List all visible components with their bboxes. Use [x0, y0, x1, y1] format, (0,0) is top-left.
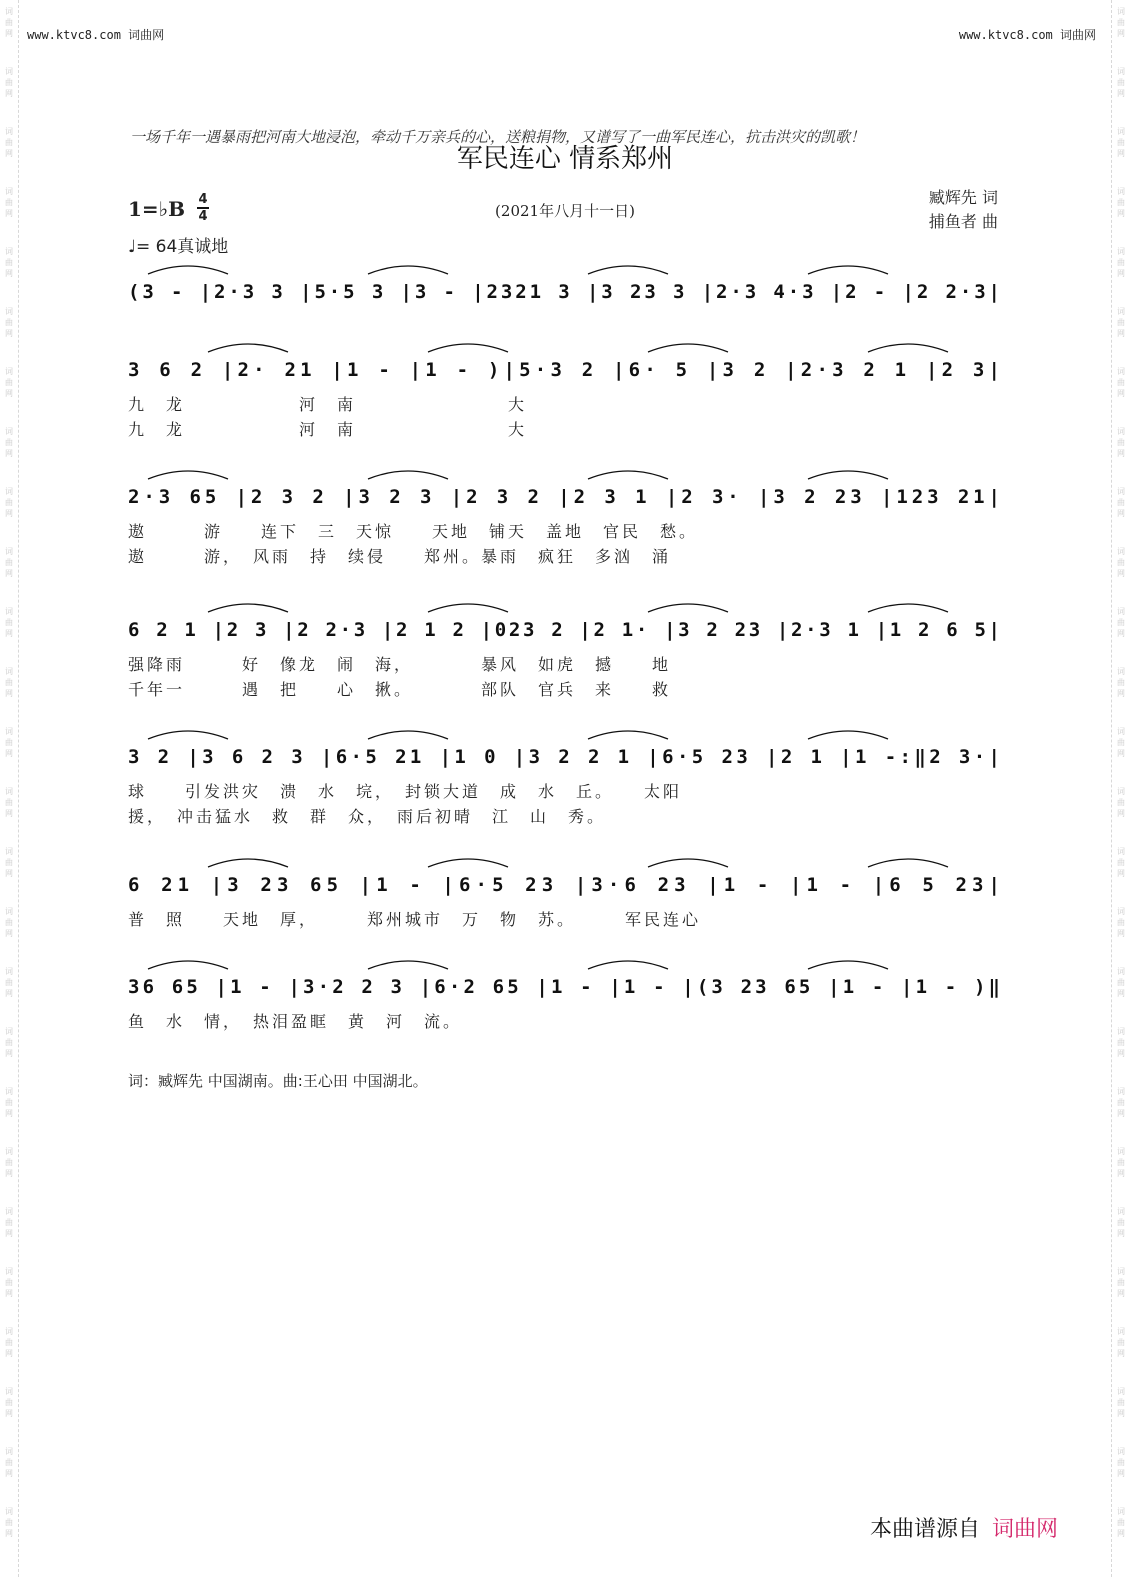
lyric-line: 普 照 天地 厚， 郑州城市 万 物 苏。 军民连心 [128, 910, 702, 929]
time-sig-bottom: 4 [198, 209, 208, 224]
slur-arc [808, 731, 888, 739]
watermark-glyph: 词曲网 [1117, 187, 1125, 218]
slur-arc [148, 471, 228, 479]
watermark-glyph: 词曲网 [1117, 367, 1125, 398]
watermark-glyph: 词曲网 [1117, 667, 1125, 698]
watermark-glyph: 词曲网 [5, 1507, 13, 1538]
watermark-glyph: 词曲网 [1117, 547, 1125, 578]
watermark-glyph: 词曲网 [1117, 1087, 1125, 1118]
slur-arc [368, 266, 448, 274]
watermark-glyph: 词曲网 [5, 907, 13, 938]
slur-arc [148, 266, 228, 274]
watermark-glyph: 词曲网 [1117, 1267, 1125, 1298]
slur-arc [428, 344, 508, 352]
watermark-glyph: 词曲网 [5, 7, 13, 38]
watermark-glyph: 词曲网 [5, 667, 13, 698]
score-row-notes: 6 21 |3 23 65 |1 - |6·5 23 |3·6 23 |1 - |1 - |6 5 23| [128, 874, 1001, 896]
lyricist: 臧辉先 词 [928, 188, 998, 207]
watermark-glyph: 词曲网 [5, 1327, 13, 1358]
score-row-notes: 36 65 |1 - |3·2 2 3 |6·2 65 |1 - |1 - |(3 23 65 |1 - |1 - )‖ [128, 976, 1000, 998]
score-row-notes: 3 2 |3 6 2 3 |6·5 21 |1 0 |3 2 2 1 |6·5 23 |2 1 |1 -:‖2 3·| [128, 746, 1001, 768]
time-sig-top: 4 [198, 192, 208, 207]
lyric-line: 千年一 遇 把 心 揪。 部队 官兵 来 救 [128, 680, 672, 699]
lyric-line: 强降雨 好 像龙 闹 海， 暴风 如虎 撼 地 [128, 655, 672, 674]
watermark-glyph: 词曲网 [1117, 1387, 1125, 1418]
song-title: 军民连心 情系郑州 [456, 144, 674, 174]
watermark-glyph: 词曲网 [5, 727, 13, 758]
watermark-glyph: 词曲网 [1117, 907, 1125, 938]
watermark-glyph: 词曲网 [1117, 67, 1125, 98]
slur-arc [648, 859, 728, 867]
watermark-glyph: 词曲网 [1117, 307, 1125, 338]
tempo-marking: ♩= 64真诚地 [128, 237, 229, 257]
watermark-glyph: 词曲网 [5, 247, 13, 278]
composer: 捕鱼者 曲 [928, 212, 998, 231]
watermark-glyph: 词曲网 [5, 367, 13, 398]
watermark-glyph: 词曲网 [5, 487, 13, 518]
watermark-glyph: 词曲网 [5, 187, 13, 218]
score-row-notes: 2·3 65 |2 3 2 |3 2 3 |2 3 2 |2 3 1 |2 3· |3 2 23 |123 21| [128, 486, 1001, 508]
score-row-notes: (3 - |2·3 3 |5·5 3 |3 - |2321 3 |3 23 3 |2·3 4·3 |2 - |2 2·3| [128, 281, 1000, 303]
watermark-glyph: 词曲网 [1117, 847, 1125, 878]
slur-arc [208, 344, 288, 352]
lyric-line: 遨 游， 风雨 持 续侵 郑州。暴雨 疯狂 多汹 涌 [128, 547, 672, 566]
watermark-glyph: 词曲网 [1117, 787, 1125, 818]
watermark-glyph: 词曲网 [5, 67, 13, 98]
watermark-glyph: 词曲网 [5, 1447, 13, 1478]
slur-arc [648, 344, 728, 352]
lyric-line: 援， 冲击猛水 救 群 众， 雨后初晴 江 山 秀。 [128, 807, 607, 826]
slur-arc [588, 961, 668, 969]
watermark-glyph: 词曲网 [5, 1387, 13, 1418]
watermark-glyph: 词曲网 [5, 1087, 13, 1118]
watermark-glyph: 词曲网 [5, 1267, 13, 1298]
watermark-glyph: 词曲网 [1117, 1507, 1125, 1538]
slur-arc [648, 604, 728, 612]
watermark-glyph: 词曲网 [5, 1147, 13, 1178]
slur-arc [368, 471, 448, 479]
slur-arc [368, 731, 448, 739]
site-label-left[interactable]: www.ktvc8.com 词曲网 [27, 28, 165, 42]
watermark-glyph: 词曲网 [5, 427, 13, 458]
slur-arc [868, 859, 948, 867]
score-row-notes: 6 2 1 |2 3 |2 2·3 |2 1 2 |023 2 |2 1· |3 2 23 |2·3 1 |1 2 6 5| [128, 619, 1000, 641]
lyric-line: 球 引发洪灾 溃 水 垸， 封锁大道 成 水 丘。 太阳 [128, 782, 683, 801]
slur-arc [428, 604, 508, 612]
watermark-glyph: 词曲网 [1117, 1207, 1125, 1238]
watermark-glyph: 词曲网 [5, 1027, 13, 1058]
slur-arc [148, 961, 228, 969]
lyric-line: 遨 游 连下 三 天惊 天地 铺天 盖地 官民 愁。 [128, 522, 699, 541]
watermark-glyph: 词曲网 [1117, 1447, 1125, 1478]
watermark-glyph: 词曲网 [1117, 7, 1125, 38]
slur-arc [808, 961, 888, 969]
slur-arc [208, 604, 288, 612]
slur-arc [808, 266, 888, 274]
lyric-line: 九 龙 河 南 大 [128, 420, 528, 439]
slur-arc [868, 604, 948, 612]
source-credit[interactable] [870, 1512, 1058, 1543]
slur-arc [428, 859, 508, 867]
slur-arc [588, 471, 668, 479]
watermark-glyph: 词曲网 [1117, 727, 1125, 758]
watermark-glyph: 词曲网 [5, 547, 13, 578]
watermark-glyph: 词曲网 [5, 607, 13, 638]
source-prefix: 本曲谱源自 [870, 1517, 981, 1542]
site-label-right[interactable]: www.ktvc8.com 词曲网 [958, 28, 1096, 42]
watermark-glyph: 词曲网 [5, 307, 13, 338]
score-row-notes: 3 6 2 |2· 21 |1 - |1 - )|5·3 2 |6· 5 |3 2 |2·3 2 1 |2 3| [128, 359, 1000, 381]
slur-arc [588, 266, 668, 274]
source-brand[interactable]: 词曲网 [992, 1517, 1059, 1542]
slur-arc [148, 731, 228, 739]
slur-arc [868, 344, 948, 352]
watermark-glyph: 词曲网 [1117, 487, 1125, 518]
watermark-glyph: 词曲网 [1117, 427, 1125, 458]
slur-arc [588, 731, 668, 739]
key-signature: 1=♭B [128, 197, 186, 221]
watermark-glyph: 词曲网 [5, 1207, 13, 1238]
watermark-glyph: 词曲网 [1117, 1027, 1125, 1058]
watermark-glyph: 词曲网 [5, 127, 13, 158]
slur-arc [208, 859, 288, 867]
credits-footer: 词：臧辉先 中国湖南。曲:王心田 中国湖北。 [128, 1072, 428, 1090]
intro-text: 一场千年一遇暴雨把河南大地浸泡，牵动千万亲兵的心，送粮捐物，又谱写了一曲军民连心，抗击洪灾的凯歌！ [130, 128, 866, 146]
lyric-line: 鱼 水 情， 热泪盈眶 黄 河 流。 [128, 1012, 463, 1031]
watermark-glyph: 词曲网 [1117, 967, 1125, 998]
watermark-glyph: 词曲网 [5, 967, 13, 998]
watermark-glyph: 词曲网 [1117, 127, 1125, 158]
lyric-line: 九 龙 河 南 大 [128, 395, 528, 414]
watermark-glyph: 词曲网 [1117, 1147, 1125, 1178]
song-date: (2021年八月十一日) [495, 202, 635, 220]
watermark-glyph: 词曲网 [5, 787, 13, 818]
watermark-glyph: 词曲网 [1117, 607, 1125, 638]
watermark-glyph: 词曲网 [1117, 247, 1125, 278]
watermark-glyph: 词曲网 [5, 847, 13, 878]
slur-arc [808, 471, 888, 479]
watermark-glyph: 词曲网 [1117, 1327, 1125, 1358]
slur-arc [368, 961, 448, 969]
